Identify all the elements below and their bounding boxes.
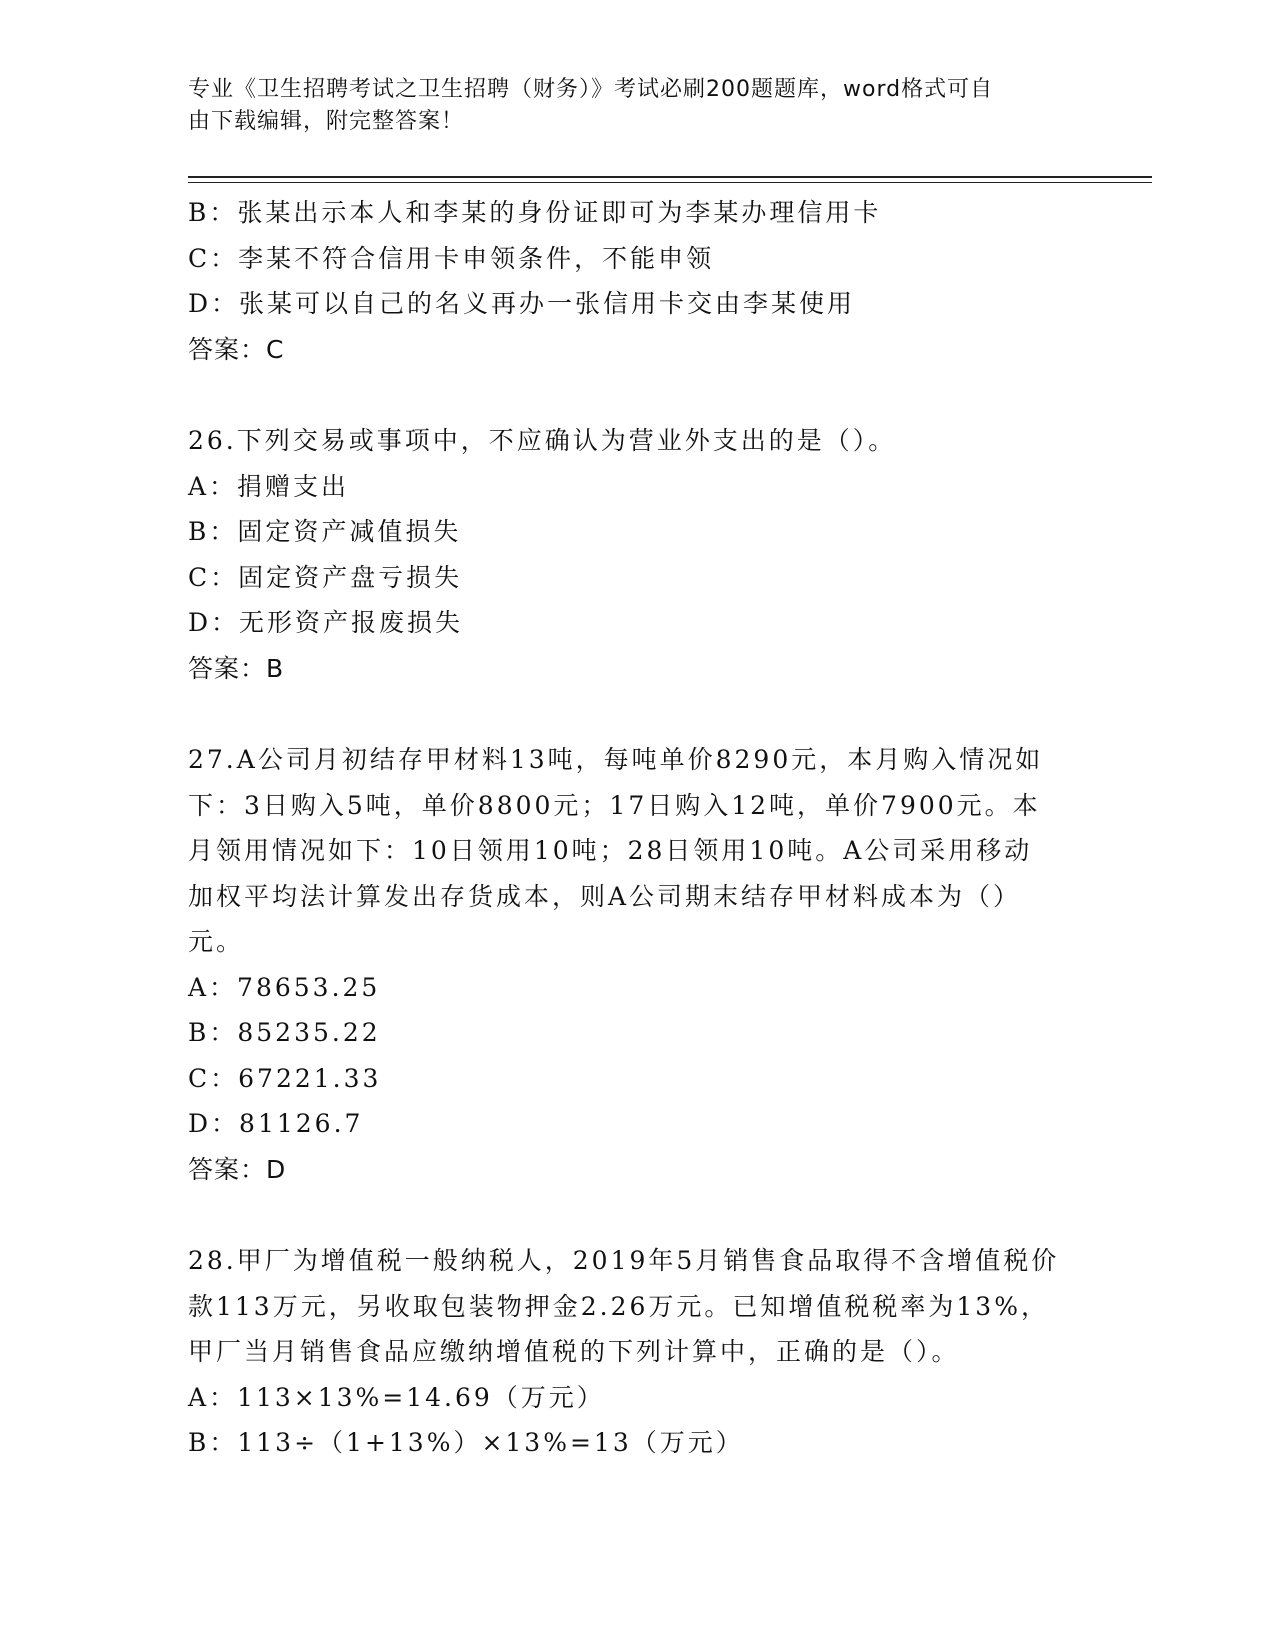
question-27	[188, 737, 1088, 1192]
option-c: C：67221.33	[188, 1063, 382, 1093]
option-c: C：李某不符合信用卡申领条件，不能申领	[188, 243, 715, 273]
header-rule-thick	[188, 176, 1152, 178]
option-a: A：78653.25	[188, 972, 381, 1002]
option-a: A：113×13%=14.69（万元）	[188, 1382, 605, 1412]
answer: 答案：C	[188, 334, 285, 364]
option-d: D：81126.7	[188, 1109, 364, 1138]
question-28	[188, 1238, 1088, 1466]
option-b: B：113÷（1+13%）×13%=13（万元）	[188, 1428, 744, 1457]
option-c: C：固定资产盘亏损失	[188, 562, 463, 592]
document-header	[188, 74, 1068, 138]
option-a: A：捐赠支出	[188, 471, 350, 501]
option-b: B：张某出示本人和李某的身份证即可为李某办理信用卡	[188, 198, 882, 227]
spacer	[188, 691, 1088, 737]
question-stem-line: 27.A公司月初结存甲材料13吨，每吨单价8290元，本月购入情况如	[188, 745, 1044, 774]
question-stem: 26.下列交易或事项中，不应确认为营业外支出的是（）。	[188, 426, 897, 455]
spacer	[188, 372, 1088, 418]
header-line-2: 由下载编辑，附完整答案！	[188, 109, 465, 134]
answer: 答案：D	[188, 1154, 287, 1184]
option-b: B：固定资产减值损失	[188, 517, 462, 546]
question-stem-line: 加权平均法计算发出存货成本，则A公司期末结存甲材料成本为（）	[188, 881, 1022, 911]
header-rule-thin	[188, 182, 1152, 183]
question-stem-line: 甲厂当月销售食品应缴纳增值税的下列计算中，正确的是（）。	[188, 1337, 960, 1366]
question-26	[188, 418, 1088, 691]
question-stem-line: 月领用情况如下：10日领用10吨；28日领用10吨。A公司采用移动	[188, 836, 1033, 865]
option-d: D：张某可以自己的名义再办一张信用卡交由李某使用	[188, 289, 856, 318]
document-body	[188, 190, 1088, 1466]
question-stem-line: 元。	[188, 927, 245, 956]
question-stem-line: 28.甲厂为增值税一般纳税人，2019年5月销售食品取得不含增值税价	[188, 1246, 1060, 1275]
question-25-continued	[188, 190, 1088, 372]
option-d: D：无形资产报废损失	[188, 608, 464, 637]
header-line-1: 专业《卫生招聘考试之卫生招聘（财务）》考试必刷200题题库，word格式可自	[188, 77, 994, 102]
question-stem-line: 下：3日购入5吨，单价8800元；17日购入12吨，单价7900元。本	[188, 790, 1041, 820]
question-stem-line: 款113万元，另收取包装物押金2.26万元。已知增值税税率为13%，	[188, 1291, 1049, 1321]
option-b: B：85235.22	[188, 1018, 381, 1047]
answer: 答案：B	[188, 653, 285, 683]
spacer	[188, 1192, 1088, 1238]
